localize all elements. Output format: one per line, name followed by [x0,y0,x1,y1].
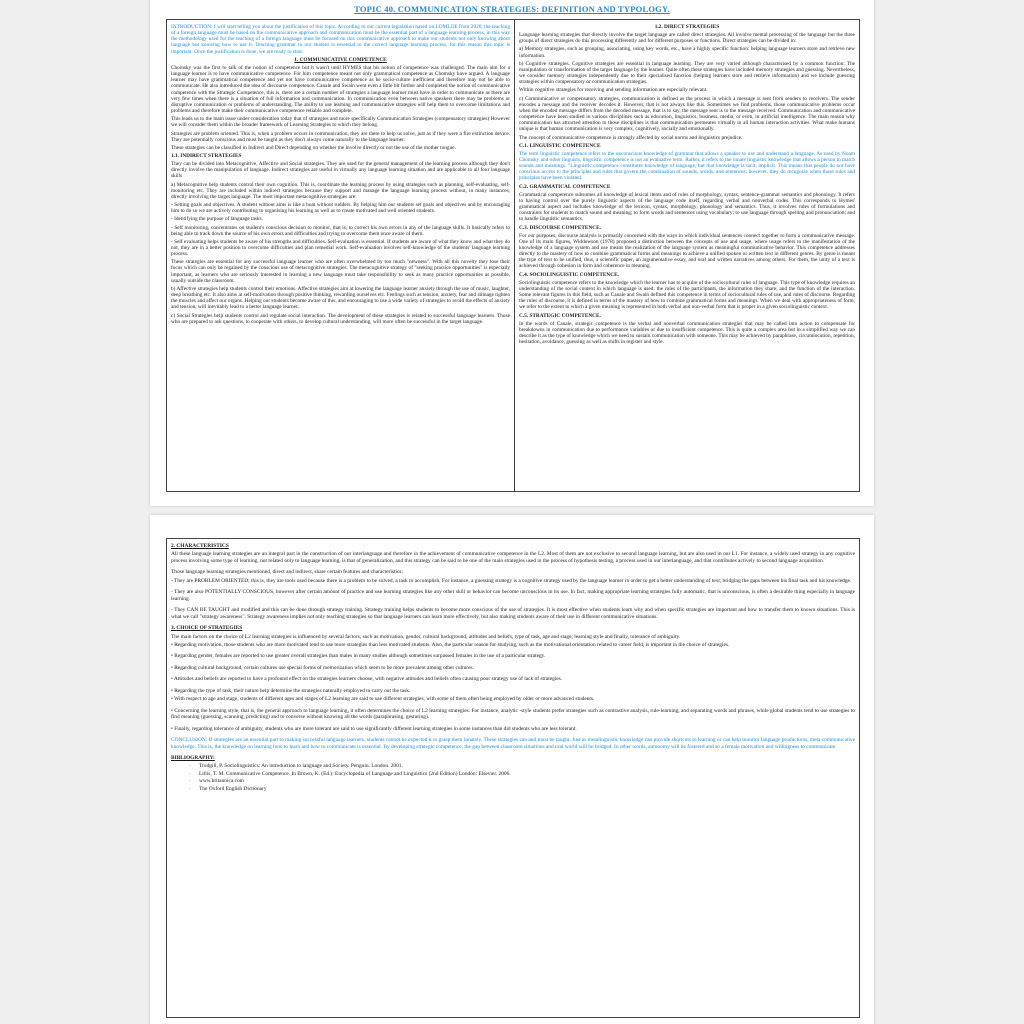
paragraph: C.5. STRATEGIC COMPETENCE. [519,312,601,319]
bibliography-item [189,770,855,777]
paragraph: C.4. SOCIOLINGUISTIC COMPETENCE. [519,271,619,278]
paragraph: CONCLUSION: If strategies are an essential part to making successful language learners, students cannot be expected it to grasp them innately. These strategies can and must be taught. Just as metalinguistic knowledge can provide shortcuts to learning or can help monitor language productions, meta communicative knowledge. This is, the knowledge on learning how to learn and how to communicate is essential. By developing strategic competence, the gap between classroom situations and oral world will be bridged. In other words, autonomy will be fostered and so a female motivation and willingness to communicate. [171,737,855,750]
bibliography-text: The Oxford English Dictionary [199,785,267,792]
paragraph: Language learning strategies that directly involve the target language are called direct strategies. All involve mental processing of the language but the three groups of direct strategies do this processing differently and for different purposes or functions. Direct strategies can be divided in: [519,32,855,45]
bullet-icon: · [189,763,191,770]
bullet-icon: · [189,770,191,777]
paragraph: The main factors on the choice of L2 learning strategies is influenced by several factors, such as motivation, gender, cultural background, attitudes and beliefs, type of task, age and stage, learning style and finally, tolerance of ambiguity. [171,633,681,640]
left-column [171,24,510,487]
paragraph: All these language learning strategies are an integral part in the construction of our interlanguage and therefore in the achievement of communicative competence in the L2. Most of them are not exclusive to second language learning, but are also used in our L1. For instance, a widely used strategy in any cognitive process involving some type of learning, not related only to language learning, is that of generalization, and this strategy can be said to be one of the main strategies used in the process of hypothesis testing, a process used in our interlanguage, and that contributes actively to second language acquisition. [171,551,855,564]
paragraph: Those language learning strategies mentioned, direct and indirect, share certain features and characteristics: [171,569,403,576]
bibliography-text: www.britannica.com [199,778,244,785]
bibliography-item [189,778,855,785]
paragraph: - Self evaluating helps students be aware of his strengths and difficulties. Self-evaluation is essential. If students are aware of what they know and what they do not, they are in a better position to overcome difficulties and plan remedial work. Self-evaluation involves self-knowledge of the students' language learning process. [171,238,510,258]
paragraph: b) Cognitive strategies. Cognitive strategies are essential in language learning. They are very varied although characterised by a common function: The manipulation or transformation of the target language by the learner. Quite often these strategies have included memory strategies and guessing. Nevertheless, we consider memory strategies independently due to their specialised function (helping learners store and retrieve information) and we include guessing strategies within compensatory or communication strategies. [519,60,855,86]
bibliography-text: Trudgill, P. Sociolinguistics: An introduction to language and Society. Penguin. London. 2001. [199,763,403,770]
document-title: TOPIC 40. COMMUNICATION STRATEGIES: DEFINITION AND TYPOLOGY. [354,4,670,14]
paragraph: 3. CHOICE OF STRATEGIES [171,625,243,632]
paragraph: c) Communicative or compensatory strategies, communication is defined as the process in which a message is sent from senders to receivers. The sender encodes a message and the receiver decodes it. However, that is not always like this. Sometimes we find problems, those communicative problems occur when the encoded message differs from the decoded message, that is to say, the message sent is to the message received. Communication and communicative competence have been studied in various disciplines such as education, linguistics, business, media, or even, in artificial intelligence. The main reason why communication has attracted attention to those disciplines is that communication permeates virtually in all human interaction activities. What make humans unique is that human communication is very complex, cognitively, socially and emotionally. [519,95,855,133]
page-1-frame [166,19,860,492]
paragraph: • Regarding motivation, those students who are more motivated tend to use more strategies than less motivated students. Also, the particular reason for studying, such as the motivational orientation related to career field, is important in the choice of strategies. [171,641,730,648]
paragraph: b) Affective strategies help students control their emotions. Affective strategies aim at lowering the language learner anxiety through the use of music, laughter, deep breathing etc. It also aims at self-motivation through positive thinking, rewarding ourselves etc. Feelings such as tension, anxiety, fear and stimage tighten the muscles and affect our organs. Helping our students become aware of this, and encouraging to use a wide variety of strategies to avoid the effects of anxiety and tension, will inevitably lead to a better language learner. [171,285,510,311]
paragraph: Within cognitive strategies for receiving and sending information are especially relevant. [519,87,708,94]
column-divider [514,20,515,491]
bullet-icon: · [189,785,191,792]
paragraph: - They are also POTENTIALLY CONSCIOUS, however after certain amount of practice and use learning strategies like any other skill or behavior can become unconscious in its use. In fact, making appropriate learning strategies fully automatic, that is unconscious, is often a desirable thing especially in language learning. [171,589,855,602]
paragraph: Chomsky was the first to talk of the notion of competence but it wasn't until HYMES that his notion of competence was challenged. The main aim for a language learner is to have communicative competence. For him competence meant not only grammatical competence as Chomsky have argued. A language learner may have grammatical competence and yet not have communicative competence as he socio-culture inefficient and therefore may not be able to communicate. He also introduced the idea of discourse competence. Canale and Swain went even a little bit further and completed the notion of communicative competence with the Strategic Competence, this is, there are a certain number of strategies a language learner must have in order to communicate as there are very few times when there is a situation of full information and communication. In communication even between native speakers there may be problems or disruptive communication or problems of understanding. The ability to use learning and communicative strategies will help them to overcome limitations and problems and therefore make their communicative competence reliable and complete. [171,64,510,115]
paragraph: 1. COMMUNICATIVE COMPETENCE [294,56,387,63]
paragraph: - Identifying the purpose of language tasks. [171,216,263,223]
paragraph: C.2. GRAMMATICAL COMPETENCE [519,183,611,190]
paragraph: 2. CHARACTERISTICS [171,543,229,549]
paragraph: BIBLIOGRAPHY: [171,754,215,761]
paragraph: - Self monitoring, concentrates on student's conscious decision to monitor, that is, to correct his own errors in any of the language skills. It basically refers to being able to track down the source of his own errors and difficulties and trying to overcome them once aware of them. [171,224,510,237]
paragraph: Grammatical competence subsumes all knowledge of lexical items and of rules of morphology, syntax, sentence-grammar semantics and phonology. It refers to having control over the purely linguistic aspects of the language code itself, regarding verbal and nonverbal codes. This corresponds to Hymes' grammatical aspect and includes knowledge of the lexicon, syntax, morphology, phonology and semantics. Thus, it involves rules of formulations and constraints for students to match sound and meaning; to form words and sentences using vocabulary; to use language through spelling and pronunciation; and to handle linguistic semantics. [519,191,855,223]
paragraph: a) Metacognitive help students control their own cognition. This is, coordinate the learning process by using strategies such as planning, self-evaluating, self-monitoring etc. They are included within indirect strategies because they support and manage the language learning process without, in many instances, directly involving the target language. The most important metacognitive strategies are: [171,181,510,200]
paragraph: • Attitudes and beliefs are reported to have a profound effect on the strategies learners choose, with negative attitudes and beliefs often causing poor strategy use of lack of strategies. [171,676,563,683]
paragraph: - They are PROBLEM ORIENTED; this is, they are tools used because there is a problem to be solved, a task to accomplish. For instance, a guessing strategy is a cognitive strategy used by the language learner in order to get a better understanding of text, bridging the gaps between his final task and his knowledge. [171,577,852,584]
paragraph: • Regarding the type of task, their nature help determine the strategies naturally employed to carry out the task. [171,687,411,694]
paragraph: • Regarding gender, females are reported to use greater overall strategies than males in many studies although sometimes surpassed females in the use of a particular strategy. [171,653,546,660]
paragraph: • Finally, regarding tolerance of ambiguity, students who are more tolerant are said to use significantly different learning strategies in some instances than did students who are less tolerant. [171,725,577,732]
paragraph: 1.2. DIRECT STRATEGIES [654,24,720,30]
right-column [519,24,855,487]
page-2-body [171,543,855,1013]
bullet-icon: · [189,778,191,785]
paragraph: - Setting goals and objectives. A student without aims is like a boat without rudders. By helping him our students set goals and objectives and by encouraging him to do so we are actively contributing to organising his learning as well as to create motivated and well oriented students. [171,202,510,215]
paragraph: INTRODUCTION: I will start telling you about the justification of this topic. According to our current legislation based on LOMLOE from 2020, the teaching of a foreign language must be based on the communicative approach and communication must be the essential part of a language learning process, in this way the methodology used for the teaching of a foreign language must be focused on this communicative approach to make our students not only knowing about language but knowing how to use it. Teaching grammar to our student is essential to the correct language learning process, for this reason this topic is important. Once the justification is done, we are ready to start. [171,24,510,55]
paragraph: • With respect to age and stage, students of different ages and stages of L2 learning are said to use different strategies, with some of them often being employed by older or more advanced students. [171,696,595,703]
paragraph: 1.1. INDIRECT STRATEGIES [171,152,242,159]
document-page-1 [150,0,874,506]
page-2-frame [166,538,860,1018]
paragraph: In the words of Canale, strategic competence is the verbal and nonverbal communication strategies that may be called into action to compensate for breakdowns in communication due to performance variables or due to insufficient competence. This is quite a complex area but in a simplified way we can describe it as the type of knowledge which we need to sustain communication with someone. This may be achieved by paraphrase, circumlocution, repetition, hesitation, avoidance, guessing as well as shifts in register and style. [519,320,855,346]
paragraph: • Concerning the learning style, that is, the general approach to language learning, it often determines the choice of L2 learning strategies. For instance, analytic -style students prefer strategies such as contrastive analysis, rule-learning, and separating words and phrases, while global students tend to use strategies to find meaning (guessing, scanning, predicting) and to converse without knowing all the words (paraphrasing, gesturing). [171,707,855,721]
paragraph: The concept of communicative competence is strongly affected by social norms and linguistics prejudice. [519,134,743,141]
paragraph: c) Social Strategies help students control and regulate social interaction. The development of these strategies is related to successful language learners. Those who are prepared to ask questions, to cooperate with others, to develop cultural understanding, will more often be successful in the target language. [171,312,510,325]
paragraph: Sociolinguistic competence refers to the knowledge which the learner has to acquire of the sociocultural rules of language. This type of knowledge requires an understanding of the social context in which language is used: the roles of the participants, the information they share, and the function of the interaction. Some relevant figures in this field, such as Canale and Swain defined this competence in terms of sociocultural rules of use, and rules of discourse. Regarding the rules of discourse, it is defined in terms of the mastery of how to combine grammatical forms and meanings. When we deal with appropriateness of form, we refer to the extent to which a given meaning is represented in both verbal and non-verbal form that is proper in a given sociolinguistic context. [519,279,855,311]
paragraph: C.3. DISCOURSE COMPETENCE. [519,224,601,231]
paragraph: • Regarding cultural background, certain cultures use special forms of memorization which seem to be more prevalent among other cultures. [171,664,474,671]
bibliography-item [189,785,855,792]
paragraph: - They CAN BE TAUGHT and modified and this can be done through strategy training. Strategy training helps students to become more conscious of the use of strategies. It is most effective when students learn why and when specific strategies are important and how to transfer them to known situations. This is what we call "strategy awareness". Strategy awareness implies not only teaching strategies so that language learners can learn more effectively, but also making students aware of their use in different communicative situations. [171,607,855,620]
paragraph: These strategies can be classified in Indirect and Direct depending on whether the involve directly or not the use of the mother tongue. [171,144,456,151]
paragraph: C.1. LINGUISTIC COMPETENCE [519,142,601,149]
paragraph: This leads us to the main issue under consideration today that of strategies and more specifically Communication Strategies (compensatory strategies) However we will consider them within the broader framework of Learning Strategies to which they belong. [171,116,510,129]
paragraph: These strategies are essential for any successful language learner who are often overwhelmed by too much "newness". With all this novelty they lose their focus which can only be regained by the conscious use of metacognitive strategies. The metacognitive strategy of "seeking practice opportunities" is especially important, as learners who are seriously interested in learning a new language must take responsibility to seek as many practice opportunities as possible, usually outside the classroom. [171,259,510,284]
bibliography-item [189,763,855,770]
paragraph: For our purposes, discourse analysis is primarily concerned with the ways in which individual sentences connect together to form a communicative message. One of its main figures, Widdowson (1978) proposed a distinction between the concepts of use and usage, where usage refers to the manifestation of the knowledge of a language system and use means the realization of the language system as meaningful communicative behavior. This competence addresses directly to the mastery of how to combine grammatical forms and meanings to achieve a unified spoken or written text in different genres. By genre is meant the type of text to be unified, thus, a scientific paper, an argumentative essay, and oral and written narratives among others. For them, the unity of a text is achieved through cohesion in form and coherence in meaning. [519,232,855,270]
paragraph: They can be divided into Metacognitive, Affective and Social strategies. They are used for the general management of the learning process although they don't directly involve the manipulation of language. Indirect strategies are useful in virtually any language learning situation and are applicable to all four language skills [171,161,510,180]
document-page-2 [150,515,874,1024]
bibliography-text: Lillis, T. M. Communicative Competence. In Brown, K. (Ed.): Encyclopedia of Language and Linguistics (2nd Edition) London: Elsevier. 2006. [199,770,511,777]
paragraph: The term linguistic competence refers to the unconscious knowledge of grammar that allows a speaker to use and understand a language. As used by Noam Chomsky and other linguists, linguistic competence is not an evaluative term. Rather, it refers to the innate linguistic knowledge that allows a person to match sounds and meanings. "Linguistic competence constitutes knowledge of language, but that knowledge is tacit, implicit. This means that people do not have conscious access to the principles and rules that govern the combination of sounds, words, and sentences; however, they do recognize when those rules and principles have been violated. [519,150,855,182]
paragraph: a) Memory strategies, such as grouping, associating, using key words, etc., have a highly specific function: helping language learners store and retrieve new information. [519,46,855,59]
paragraph: Strategies are problem oriented. This is, when a problem occurs in communication, they are there to help us solve, just as if they were a fire extinction device. They are potentially conscious and must be taught as they don't always come naturally to the language learner. [171,130,510,143]
